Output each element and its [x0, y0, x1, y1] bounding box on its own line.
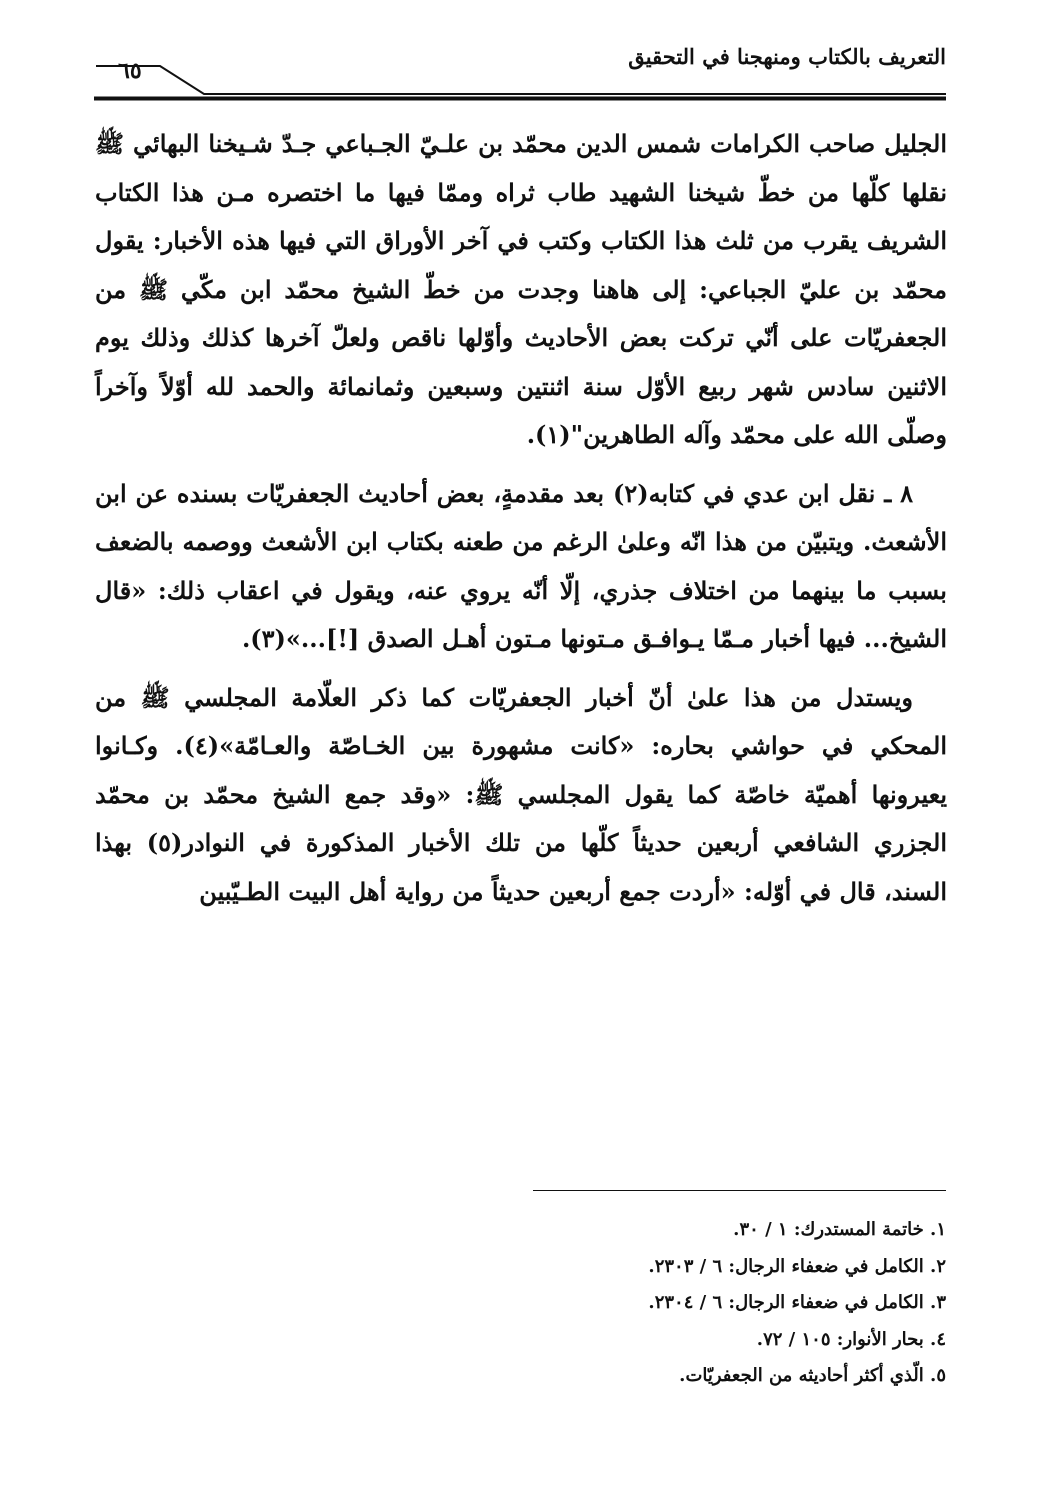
paragraph-3: ويستدل من هذا علىٰ أنّ أخبار الجعفريّات كما ذكر العلّامة المجلسي ﷺ من المحكي في حواشي بحاره: «كانت مشهورة بين الخـاصّة والعـامّة»(٤). وكـانوا يعيرونها أهميّة خاصّة كما يقول المجلسي ﷺ: «وقد جمع الشيخ محمّد بن محمّد الجزري الشافعي أربعين حديثاً كلّها من تلك الأخبار المذكورة في النوادر(٥) بهذا السند، قال في أوّله: «أردت جمع أربعين حديثاً من رواية أهل البيت الطـيّبين [95, 682, 948, 906]
body-text [95, 120, 947, 916]
footnote-4: ٤. بحار الأنوار: ١٠٥ / ٧٢. [756, 1328, 946, 1350]
footnote-2: ٢. الكامل في ضعفاء الرجال: ٦ / ٢٣٠٣. [648, 1255, 946, 1277]
running-title: التعريف بالكتاب ومنهجنا في التحقيق [628, 44, 946, 69]
footnote-1: ١. خاتمة المستدرك: ١ / ٣٠. [733, 1219, 946, 1240]
footnote-separator [533, 1190, 946, 1191]
paragraph-2: ٨ ـ نقل ابن عدي في كتابه(٢) بعد مقدمةٍ، بعض أحاديث الجعفريّات بسنده عن ابن الأشعث. ويتبيّن من هذا انّه وعلىٰ الرغم من طعنه بكتاب ابن الأشعث ووصمه بالضعف بسبب ما بينهما من اختلاف جذري، إلّا أنّه يروي عنه، ويقول في اعقاب ذلك: «قال الشيخ... فيها أخبار مـمّا يـوافـق مـتونها مـتون أهـل الصدق [!]...»(٣). [95, 478, 948, 653]
footnote-3: ٣. الكامل في ضعفاء الرجال: ٦ / ٢٣٠٤. [648, 1292, 946, 1313]
footnotes [446, 1212, 946, 1395]
footnote-5: ٥. الّذي أكثر أحاديثه من الجعفريّات. [679, 1365, 946, 1386]
header-rule [94, 44, 946, 104]
paragraph-1: الجليل صاحب الكرامات شمس الدين محمّد بن علـيّ الجـباعي جـدّ شـيخنا البهائي ﷺ نقلها كلّها من خطّ شيخنا الشهيد طاب ثراه وممّا فيها ما اختصره مـن هذا الكتاب الشريف يقرب من ثلث هذا الكتاب وكتب في آخر الأوراق التي فيها هذه الأخبار: يقول محمّد بن عليّ الجباعي: إلى هاهنا وجدت من خطّ الشيخ محمّد ابن مكّي ﷺ من الجعفريّات على أنّي تركت بعض الأحاديث وأوّلها ناقص ولعلّ آخرها كذلك وذلك يوم الاثنين سادس شهر ربيع الأوّل سنة اثنتين وسبعين وثمانمائة والحمد لله أوّلاً وآخراً وصلّى الله على محمّد وآله الطاهرين"(١). [95, 129, 947, 449]
page-number: ٦٥ [118, 58, 142, 84]
